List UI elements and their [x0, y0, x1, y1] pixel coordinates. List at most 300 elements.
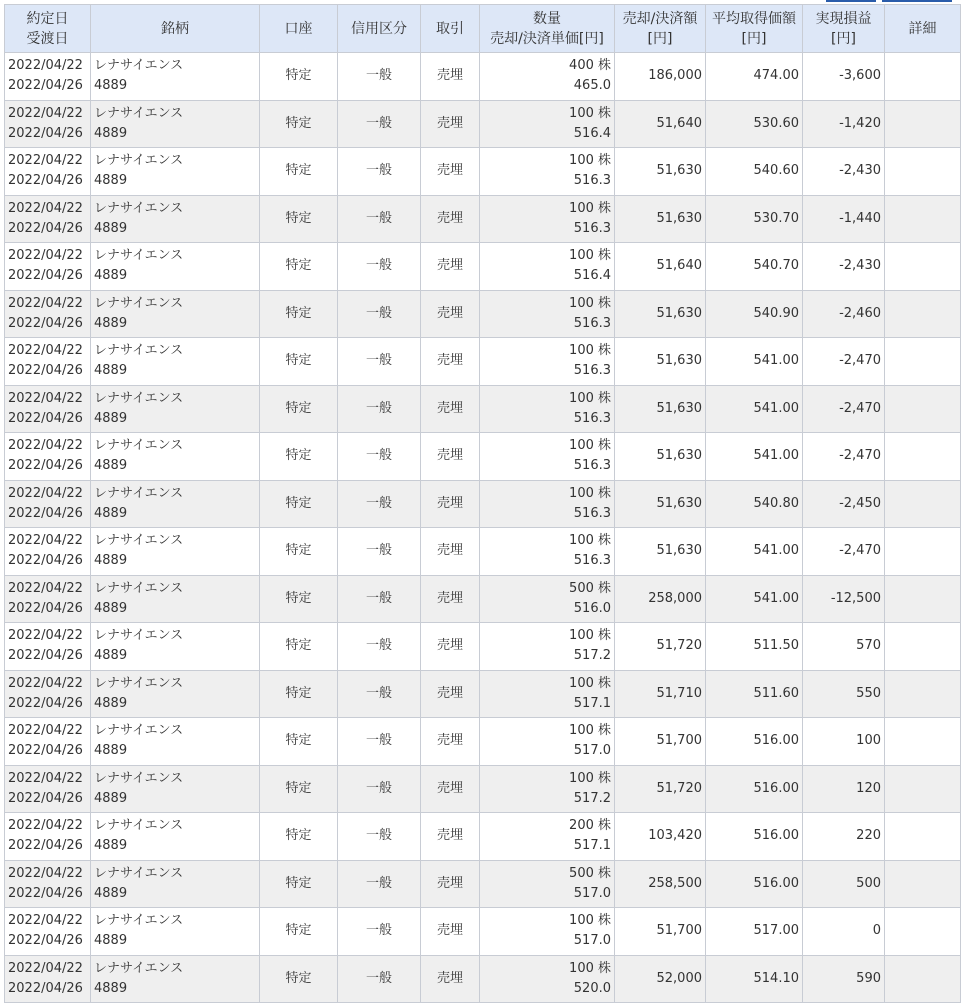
- contract-date: 2022/04/22: [8, 960, 83, 976]
- table-row: [5, 385, 961, 433]
- unit-price: 516.3: [573, 363, 611, 379]
- realized-pl-cell: 0: [803, 908, 885, 956]
- credit-type-cell: 一般: [338, 243, 421, 291]
- table-row: [5, 433, 961, 481]
- credit-type-cell: 一般: [338, 53, 421, 101]
- stock-cell: [91, 195, 260, 243]
- header-credit-type: 信用区分: [338, 5, 421, 53]
- date-cell: [5, 575, 91, 623]
- account-cell: 特定: [260, 100, 338, 148]
- date-cell: [5, 243, 91, 291]
- stock-name: レナサイエンス: [94, 770, 184, 786]
- unit-price: 516.3: [573, 410, 611, 426]
- average-cost-cell: 516.00: [706, 813, 803, 861]
- amount-cell: 258,500: [615, 860, 706, 908]
- average-cost-cell: 540.90: [706, 290, 803, 338]
- realized-pl-cell: 550: [803, 670, 885, 718]
- stock-name: レナサイエンス: [94, 58, 184, 74]
- average-cost-cell: 514.10: [706, 955, 803, 1003]
- unit-price: 520.0: [573, 980, 611, 996]
- trade-cell: 売埋: [421, 53, 480, 101]
- account-cell: 特定: [260, 575, 338, 623]
- table-header-row: [5, 5, 961, 53]
- stock-code: 4889: [94, 268, 128, 284]
- header-average-cost: [706, 5, 803, 53]
- quantity-cell: [480, 908, 615, 956]
- table-row: [5, 860, 961, 908]
- stock-name: レナサイエンス: [94, 628, 184, 644]
- detail-cell: [885, 480, 961, 528]
- detail-cell: [885, 195, 961, 243]
- amount-cell: 51,700: [615, 908, 706, 956]
- unit-price: 516.3: [573, 220, 611, 236]
- amount-cell: 103,420: [615, 813, 706, 861]
- amount-cell: 51,630: [615, 385, 706, 433]
- trade-cell: 売埋: [421, 955, 480, 1003]
- date-cell: [5, 528, 91, 576]
- credit-type-cell: 一般: [338, 670, 421, 718]
- stock-name: レナサイエンス: [94, 153, 184, 169]
- average-cost-cell: 516.00: [706, 765, 803, 813]
- contract-date: 2022/04/22: [8, 200, 83, 216]
- detail-cell: [885, 100, 961, 148]
- contract-date: 2022/04/22: [8, 723, 83, 739]
- realized-pl-cell: -1,420: [803, 100, 885, 148]
- contract-date: 2022/04/22: [8, 153, 83, 169]
- unit-price: 517.0: [573, 885, 611, 901]
- trade-cell: 売埋: [421, 290, 480, 338]
- detail-cell: [885, 908, 961, 956]
- quantity: 100 株: [569, 295, 611, 311]
- account-cell: 特定: [260, 860, 338, 908]
- stock-cell: [91, 243, 260, 291]
- trade-cell: 売埋: [421, 385, 480, 433]
- table-row: [5, 53, 961, 101]
- detail-cell: [885, 528, 961, 576]
- date-cell: [5, 53, 91, 101]
- top-link-right[interactable]: [882, 0, 952, 2]
- delivery-date: 2022/04/26: [8, 553, 83, 569]
- stock-name: レナサイエンス: [94, 675, 184, 691]
- amount-cell: 51,630: [615, 195, 706, 243]
- trade-cell: 売埋: [421, 480, 480, 528]
- stock-name: レナサイエンス: [94, 723, 184, 739]
- trade-cell: 売埋: [421, 765, 480, 813]
- quantity-cell: [480, 338, 615, 386]
- delivery-date: 2022/04/26: [8, 173, 83, 189]
- delivery-date: 2022/04/26: [8, 410, 83, 426]
- quantity-cell: [480, 765, 615, 813]
- account-cell: 特定: [260, 53, 338, 101]
- average-cost-cell: 517.00: [706, 908, 803, 956]
- delivery-date: 2022/04/26: [8, 980, 83, 996]
- contract-date: 2022/04/22: [8, 818, 83, 834]
- quantity-cell: [480, 718, 615, 766]
- stock-code: 4889: [94, 980, 128, 996]
- date-cell: [5, 290, 91, 338]
- stock-code: 4889: [94, 505, 128, 521]
- account-cell: 特定: [260, 243, 338, 291]
- date-cell: [5, 765, 91, 813]
- stock-cell: [91, 433, 260, 481]
- amount-cell: 51,640: [615, 243, 706, 291]
- unit-price: 517.0: [573, 743, 611, 759]
- date-cell: [5, 148, 91, 196]
- header-average-cost-unit: [円]: [741, 30, 767, 47]
- quantity: 100 株: [569, 485, 611, 501]
- trade-cell: 売埋: [421, 100, 480, 148]
- unit-price: 516.0: [573, 600, 611, 616]
- delivery-date: 2022/04/26: [8, 600, 83, 616]
- header-realized-pl: [803, 5, 885, 53]
- unit-price: 517.2: [573, 648, 611, 664]
- stock-code: 4889: [94, 173, 128, 189]
- amount-cell: 51,630: [615, 338, 706, 386]
- header-average-cost-label: 平均取得価額: [712, 10, 796, 27]
- account-cell: 特定: [260, 338, 338, 386]
- account-cell: 特定: [260, 528, 338, 576]
- contract-date: 2022/04/22: [8, 628, 83, 644]
- stock-name: レナサイエンス: [94, 390, 184, 406]
- credit-type-cell: 一般: [338, 623, 421, 671]
- stock-name: レナサイエンス: [94, 438, 184, 454]
- quantity: 100 株: [569, 913, 611, 929]
- average-cost-cell: 530.60: [706, 100, 803, 148]
- average-cost-cell: 541.00: [706, 338, 803, 386]
- quantity: 500 株: [569, 865, 611, 881]
- delivery-date: 2022/04/26: [8, 838, 83, 854]
- stock-cell: [91, 385, 260, 433]
- trade-cell: 売埋: [421, 813, 480, 861]
- stock-cell: [91, 100, 260, 148]
- header-detail: 詳細: [885, 5, 961, 53]
- unit-price: 516.3: [573, 458, 611, 474]
- date-cell: [5, 385, 91, 433]
- detail-cell: [885, 955, 961, 1003]
- delivery-date: 2022/04/26: [8, 648, 83, 664]
- stock-name: レナサイエンス: [94, 248, 184, 264]
- amount-cell: 51,720: [615, 623, 706, 671]
- contract-date: 2022/04/22: [8, 105, 83, 121]
- trade-cell: 売埋: [421, 528, 480, 576]
- stock-cell: [91, 765, 260, 813]
- date-cell: [5, 480, 91, 528]
- credit-type-cell: 一般: [338, 480, 421, 528]
- account-cell: 特定: [260, 813, 338, 861]
- delivery-date: 2022/04/26: [8, 885, 83, 901]
- realized-pl-cell: -2,470: [803, 385, 885, 433]
- contract-date: 2022/04/22: [8, 770, 83, 786]
- delivery-date: 2022/04/26: [8, 933, 83, 949]
- contract-date: 2022/04/22: [8, 438, 83, 454]
- stock-name: レナサイエンス: [94, 818, 184, 834]
- table-row: [5, 908, 961, 956]
- realized-pl-cell: 500: [803, 860, 885, 908]
- stock-code: 4889: [94, 695, 128, 711]
- quantity: 100 株: [569, 105, 611, 121]
- delivery-date: 2022/04/26: [8, 790, 83, 806]
- unit-price: 516.4: [573, 268, 611, 284]
- date-cell: [5, 623, 91, 671]
- detail-cell: [885, 765, 961, 813]
- detail-cell: [885, 670, 961, 718]
- stock-name: レナサイエンス: [94, 533, 184, 549]
- account-cell: 特定: [260, 908, 338, 956]
- credit-type-cell: 一般: [338, 148, 421, 196]
- trade-cell: 売埋: [421, 575, 480, 623]
- detail-cell: [885, 53, 961, 101]
- contract-date: 2022/04/22: [8, 343, 83, 359]
- top-link-left[interactable]: [826, 0, 876, 2]
- detail-cell: [885, 575, 961, 623]
- quantity: 100 株: [569, 248, 611, 264]
- quantity-cell: [480, 480, 615, 528]
- account-cell: 特定: [260, 623, 338, 671]
- quantity-cell: [480, 860, 615, 908]
- realized-pl-cell: -2,470: [803, 338, 885, 386]
- unit-price: 516.3: [573, 315, 611, 331]
- amount-cell: 186,000: [615, 53, 706, 101]
- table-row: [5, 243, 961, 291]
- detail-cell: [885, 338, 961, 386]
- average-cost-cell: 511.50: [706, 623, 803, 671]
- delivery-date: 2022/04/26: [8, 505, 83, 521]
- amount-cell: 51,720: [615, 765, 706, 813]
- date-cell: [5, 338, 91, 386]
- quantity-cell: [480, 195, 615, 243]
- header-account: 口座: [260, 5, 338, 53]
- realized-pl-cell: 570: [803, 623, 885, 671]
- contract-date: 2022/04/22: [8, 295, 83, 311]
- contract-date: 2022/04/22: [8, 913, 83, 929]
- stock-cell: [91, 338, 260, 386]
- date-cell: [5, 813, 91, 861]
- date-cell: [5, 433, 91, 481]
- credit-type-cell: 一般: [338, 385, 421, 433]
- header-realized-pl-unit: [円]: [831, 30, 856, 47]
- quantity: 100 株: [569, 390, 611, 406]
- delivery-date: 2022/04/26: [8, 125, 83, 141]
- detail-cell: [885, 813, 961, 861]
- amount-cell: 52,000: [615, 955, 706, 1003]
- credit-type-cell: 一般: [338, 813, 421, 861]
- credit-type-cell: 一般: [338, 100, 421, 148]
- quantity: 500 株: [569, 580, 611, 596]
- contract-date: 2022/04/22: [8, 675, 83, 691]
- table-row: [5, 813, 961, 861]
- average-cost-cell: 516.00: [706, 718, 803, 766]
- trade-cell: 売埋: [421, 433, 480, 481]
- average-cost-cell: 530.70: [706, 195, 803, 243]
- average-cost-cell: 540.80: [706, 480, 803, 528]
- stock-name: レナサイエンス: [94, 485, 184, 501]
- stock-cell: [91, 955, 260, 1003]
- trade-cell: 売埋: [421, 338, 480, 386]
- stock-cell: [91, 860, 260, 908]
- credit-type-cell: 一般: [338, 860, 421, 908]
- unit-price: 516.3: [573, 505, 611, 521]
- stock-code: 4889: [94, 648, 128, 664]
- table-row: [5, 528, 961, 576]
- header-realized-pl-label: 実現損益: [815, 10, 872, 27]
- stock-cell: [91, 908, 260, 956]
- quantity-cell: [480, 813, 615, 861]
- account-cell: 特定: [260, 290, 338, 338]
- detail-cell: [885, 243, 961, 291]
- credit-type-cell: 一般: [338, 290, 421, 338]
- quantity-cell: [480, 385, 615, 433]
- delivery-date: 2022/04/26: [8, 695, 83, 711]
- amount-cell: 51,630: [615, 290, 706, 338]
- amount-cell: 51,630: [615, 433, 706, 481]
- stock-code: 4889: [94, 553, 128, 569]
- average-cost-cell: 541.00: [706, 385, 803, 433]
- detail-cell: [885, 290, 961, 338]
- table-row: [5, 148, 961, 196]
- date-cell: [5, 860, 91, 908]
- quantity: 100 株: [569, 675, 611, 691]
- stock-cell: [91, 575, 260, 623]
- delivery-date: 2022/04/26: [8, 458, 83, 474]
- quantity-cell: [480, 670, 615, 718]
- quantity-cell: [480, 623, 615, 671]
- unit-price: 517.1: [573, 695, 611, 711]
- stock-cell: [91, 53, 260, 101]
- stock-name: レナサイエンス: [94, 343, 184, 359]
- date-cell: [5, 955, 91, 1003]
- average-cost-cell: 540.60: [706, 148, 803, 196]
- stock-name: レナサイエンス: [94, 295, 184, 311]
- credit-type-cell: 一般: [338, 528, 421, 576]
- delivery-date: 2022/04/26: [8, 363, 83, 379]
- amount-cell: 258,000: [615, 575, 706, 623]
- average-cost-cell: 474.00: [706, 53, 803, 101]
- stock-code: 4889: [94, 363, 128, 379]
- average-cost-cell: 540.70: [706, 243, 803, 291]
- credit-type-cell: 一般: [338, 575, 421, 623]
- stock-cell: [91, 813, 260, 861]
- date-cell: [5, 718, 91, 766]
- credit-type-cell: 一般: [338, 338, 421, 386]
- delivery-date: 2022/04/26: [8, 220, 83, 236]
- table-row: [5, 575, 961, 623]
- realized-pl-cell: 220: [803, 813, 885, 861]
- header-quantity-label: 数量: [533, 10, 561, 27]
- quantity-cell: [480, 53, 615, 101]
- stock-code: 4889: [94, 838, 128, 854]
- unit-price: 517.1: [573, 838, 611, 854]
- realized-pl-cell: -2,430: [803, 148, 885, 196]
- stock-cell: [91, 670, 260, 718]
- amount-cell: 51,630: [615, 148, 706, 196]
- stock-name: レナサイエンス: [94, 200, 184, 216]
- average-cost-cell: 541.00: [706, 575, 803, 623]
- average-cost-cell: 516.00: [706, 860, 803, 908]
- account-cell: 特定: [260, 385, 338, 433]
- stock-cell: [91, 623, 260, 671]
- credit-type-cell: 一般: [338, 908, 421, 956]
- quantity-cell: [480, 955, 615, 1003]
- table-row: [5, 290, 961, 338]
- trade-cell: 売埋: [421, 623, 480, 671]
- realized-pl-cell: -2,470: [803, 433, 885, 481]
- quantity: 100 株: [569, 343, 611, 359]
- stock-code: 4889: [94, 458, 128, 474]
- stock-cell: [91, 528, 260, 576]
- trade-cell: 売埋: [421, 195, 480, 243]
- quantity-cell: [480, 148, 615, 196]
- detail-cell: [885, 148, 961, 196]
- unit-price: 516.3: [573, 553, 611, 569]
- quantity: 100 株: [569, 960, 611, 976]
- account-cell: 特定: [260, 670, 338, 718]
- header-delivery-date: 受渡日: [26, 30, 69, 47]
- date-cell: [5, 100, 91, 148]
- table-row: [5, 338, 961, 386]
- realized-pl-table: [4, 4, 961, 1003]
- stock-code: 4889: [94, 410, 128, 426]
- header-contract-date: 約定日: [26, 10, 69, 27]
- realized-pl-cell: -1,440: [803, 195, 885, 243]
- header-stock: 銘柄: [91, 5, 260, 53]
- stock-code: 4889: [94, 933, 128, 949]
- realized-pl-cell: -2,430: [803, 243, 885, 291]
- quantity-cell: [480, 575, 615, 623]
- unit-price: 516.4: [573, 125, 611, 141]
- stock-code: 4889: [94, 78, 128, 94]
- amount-cell: 51,700: [615, 718, 706, 766]
- stock-code: 4889: [94, 125, 128, 141]
- table-row: [5, 100, 961, 148]
- quantity: 100 株: [569, 200, 611, 216]
- account-cell: 特定: [260, 765, 338, 813]
- realized-pl-cell: -2,450: [803, 480, 885, 528]
- stock-code: 4889: [94, 220, 128, 236]
- amount-cell: 51,710: [615, 670, 706, 718]
- quantity-cell: [480, 528, 615, 576]
- detail-cell: [885, 385, 961, 433]
- realized-pl-cell: -2,460: [803, 290, 885, 338]
- quantity: 100 株: [569, 438, 611, 454]
- stock-name: レナサイエンス: [94, 960, 184, 976]
- quantity: 100 株: [569, 533, 611, 549]
- trade-cell: 売埋: [421, 908, 480, 956]
- stock-code: 4889: [94, 743, 128, 759]
- quantity: 100 株: [569, 723, 611, 739]
- stock-cell: [91, 480, 260, 528]
- account-cell: 特定: [260, 955, 338, 1003]
- quantity: 100 株: [569, 628, 611, 644]
- unit-price: 517.0: [573, 933, 611, 949]
- delivery-date: 2022/04/26: [8, 315, 83, 331]
- credit-type-cell: 一般: [338, 195, 421, 243]
- trade-cell: 売埋: [421, 860, 480, 908]
- account-cell: 特定: [260, 433, 338, 481]
- stock-code: 4889: [94, 600, 128, 616]
- stock-code: 4889: [94, 885, 128, 901]
- contract-date: 2022/04/22: [8, 580, 83, 596]
- quantity-cell: [480, 100, 615, 148]
- table-row: [5, 955, 961, 1003]
- account-cell: 特定: [260, 718, 338, 766]
- account-cell: 特定: [260, 148, 338, 196]
- unit-price: 465.0: [573, 78, 611, 94]
- account-cell: 特定: [260, 480, 338, 528]
- delivery-date: 2022/04/26: [8, 268, 83, 284]
- trade-cell: 売埋: [421, 718, 480, 766]
- stock-name: レナサイエンス: [94, 865, 184, 881]
- stock-name: レナサイエンス: [94, 105, 184, 121]
